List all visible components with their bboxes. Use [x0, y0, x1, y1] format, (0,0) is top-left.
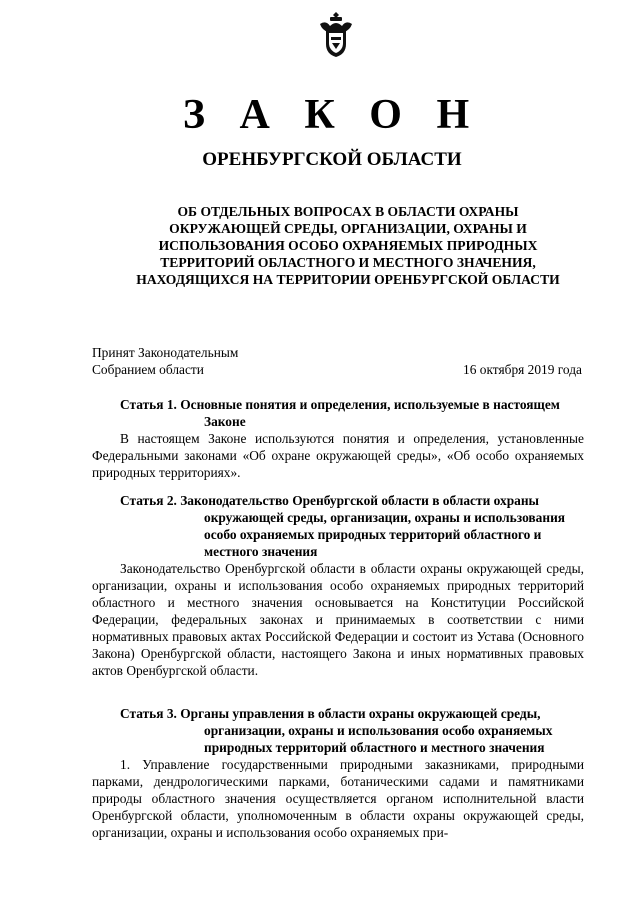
adoption-body: Собранием области: [92, 362, 204, 377]
subject-line: ТЕРРИТОРИЙ ОБЛАСТНОГО И МЕСТНОГО ЗНАЧЕНИЯ,: [160, 255, 536, 270]
adoption-date: 16 октября 2019 года: [463, 362, 582, 377]
article-text: 1. Управление государственными природными заказниками, природными парками, дендрологическими парками, ботаническими садами и памятниками природы областного значения осуществляется органом исполнительной власти Оренбургской области, уполномоченным в области охраны окружающей среды, организации, охраны и использования особо охраняемых при-: [92, 757, 584, 840]
subject-line: ОКРУЖАЮЩЕЙ СРЕДЫ, ОРГАНИЗАЦИИ, ОХРАНЫ И: [169, 221, 527, 236]
article-text: Законодательство Оренбургской области в области охраны окружающей среды, организации, охраны и использования особо охраняемых природных территорий областного и местного значения основывается на Конституции Российской Федерации, федеральных законах и принимаемых в соответствии с ними нормативных правовых актах Российской Федерации и состоит из Устава (Основного Закона) Оренбургской области, настоящего Закона и иных нормативных правовых актов Оренбургской области.: [92, 561, 584, 678]
article-1: [92, 396, 584, 481]
region-title: ОРЕНБУРГСКОЙ ОБЛАСТИ: [202, 149, 462, 170]
subject-line: НАХОДЯЩИХСЯ НА ТЕРРИТОРИИ ОРЕНБУРГСКОЙ ОБЛАСТИ: [136, 272, 560, 287]
adoption-line: Принят Законодательным: [92, 345, 239, 360]
law-title: З А К О Н: [182, 92, 482, 138]
article-title: Статья 2. Законодательство Оренбургской области в области охраны окружающей среды, организации, охраны и использования особо охраняемых природных территорий областного и местного значения: [120, 493, 566, 559]
article-text: В настоящем Законе используются понятия и определения, установленные Федеральными законами «Об охране окружающей среды», «Об особо охраняемых природных территориях».: [92, 431, 584, 480]
article-title: Статья 1. Основные понятия и определения, используемые в настоящем Законе: [120, 397, 560, 429]
adoption-block: [92, 344, 582, 378]
subject-line: ОБ ОТДЕЛЬНЫХ ВОПРОСАХ В ОБЛАСТИ ОХРАНЫ: [177, 204, 519, 219]
subject-line: ИСПОЛЬЗОВАНИЯ ОСОБО ОХРАНЯЕМЫХ ПРИРОДНЫХ: [158, 238, 538, 253]
article-title: Статья 3. Органы управления в области охраны окружающей среды, организации, охраны и использования особо охраняемых природных территорий областного и местного значения: [120, 706, 553, 755]
article-3: [92, 705, 584, 841]
law-subject-title: [98, 203, 598, 288]
article-2: [92, 492, 584, 679]
oblast-coat-of-arms-icon: [316, 10, 356, 60]
